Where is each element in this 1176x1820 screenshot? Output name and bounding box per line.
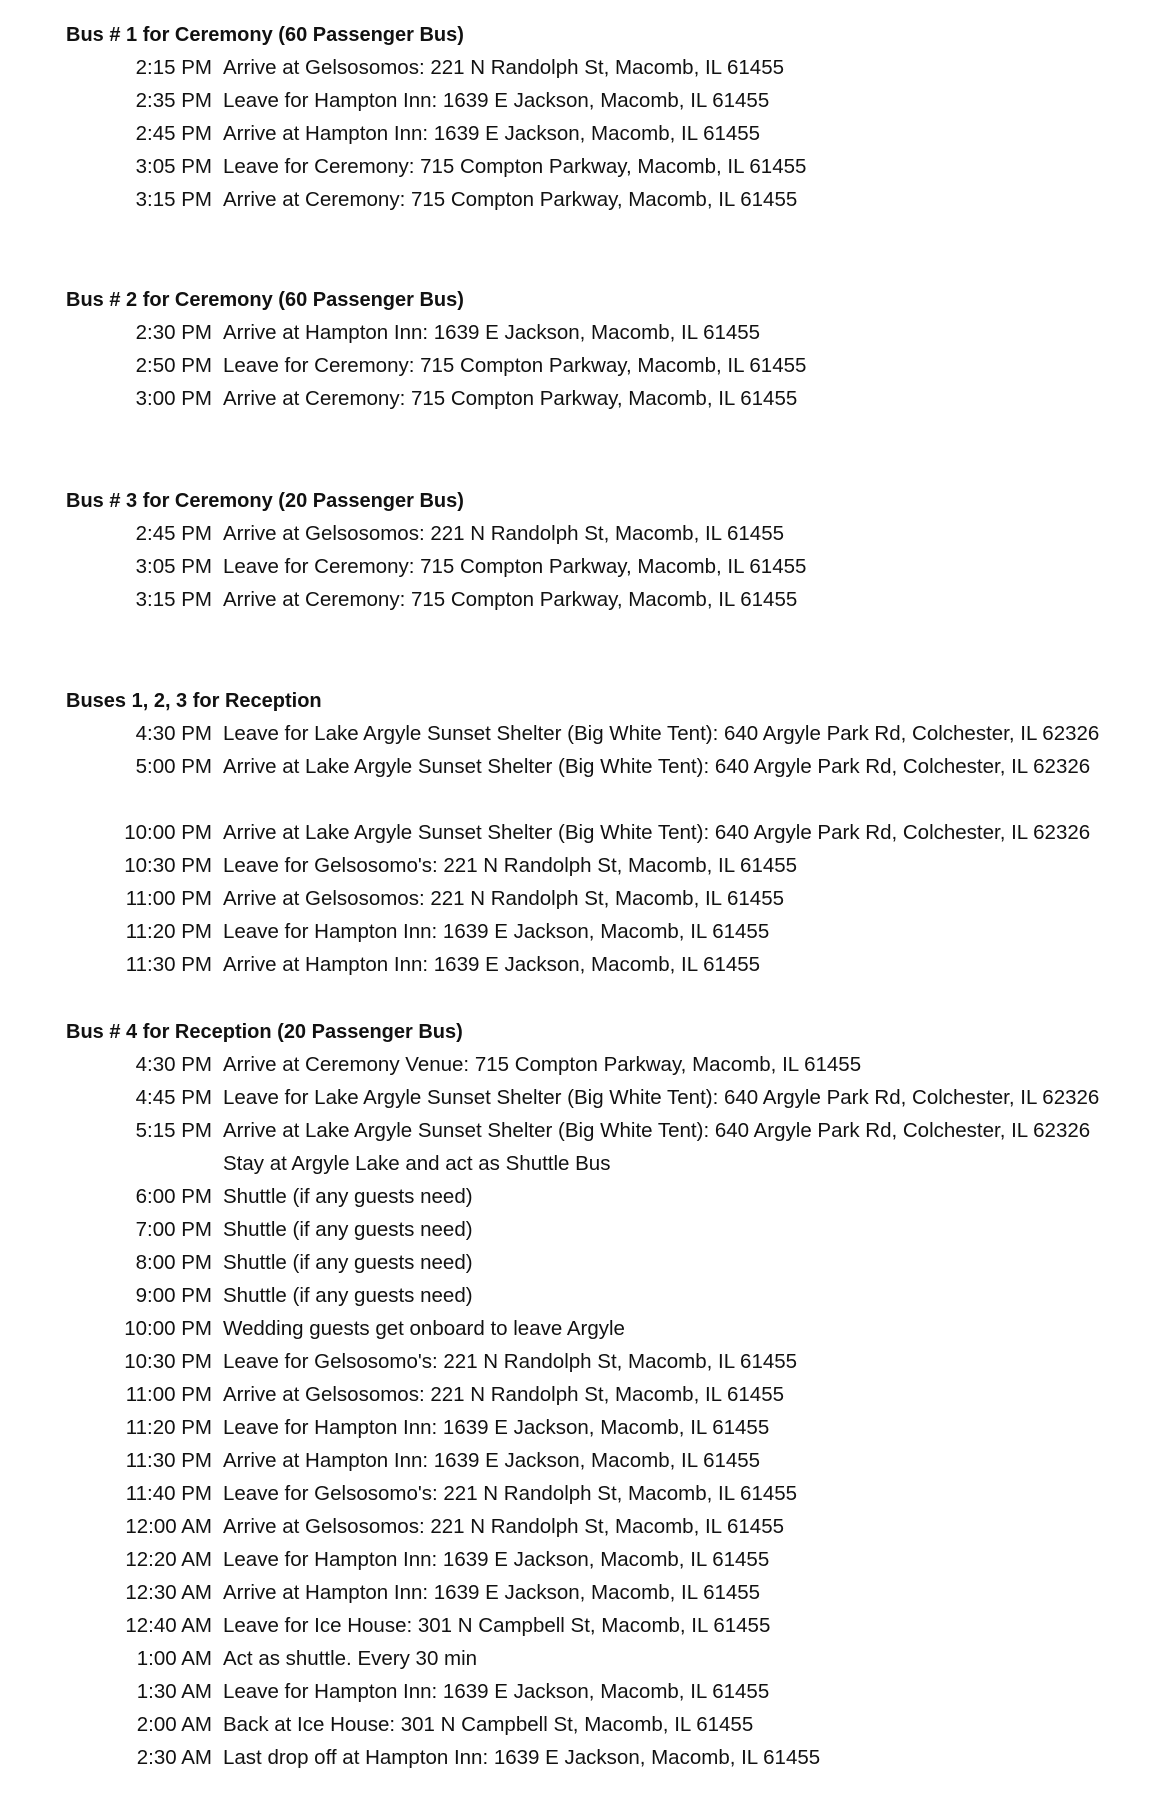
schedule-row — [0, 1746, 1176, 1779]
row-time: 6:00 PM — [135, 1185, 212, 1208]
schedule-row — [0, 1647, 1176, 1680]
row-text: Leave for Hampton Inn: 1639 E Jackson, Macomb, IL 61455 — [223, 920, 770, 943]
row-time: 2:45 PM — [135, 122, 212, 145]
row-time: 2:15 PM — [135, 56, 212, 79]
schedule-row — [0, 188, 1176, 221]
row-time: 2:35 PM — [135, 89, 212, 112]
row-text: Arrive at Hampton Inn: 1639 E Jackson, Macomb, IL 61455 — [223, 953, 761, 976]
schedule-row — [0, 1680, 1176, 1713]
row-text: Arrive at Hampton Inn: 1639 E Jackson, Macomb, IL 61455 — [223, 1449, 761, 1472]
row-time: 10:00 PM — [124, 1317, 212, 1340]
row-text: Arrive at Gelsosomos: 221 N Randolph St, Macomb, IL 61455 — [223, 56, 784, 79]
row-time: 12:00 AM — [125, 1515, 212, 1538]
row-time: 10:00 PM — [124, 821, 212, 844]
row-time: 11:40 PM — [125, 1482, 212, 1505]
schedule-row — [0, 1284, 1176, 1317]
row-text: Back at Ice House: 301 N Campbell St, Macomb, IL 61455 — [223, 1713, 754, 1736]
row-text: Leave for Hampton Inn: 1639 E Jackson, Macomb, IL 61455 — [223, 1416, 770, 1439]
row-text: Leave for Gelsosomo's: 221 N Randolph St, Macomb, IL 61455 — [223, 1350, 798, 1373]
schedule-row — [0, 354, 1176, 387]
row-time: 12:40 AM — [125, 1614, 212, 1637]
schedule-row — [0, 755, 1176, 788]
schedule-row — [0, 920, 1176, 953]
section-heading: Buses 1, 2, 3 for Reception — [66, 690, 322, 712]
schedule-row — [0, 1416, 1176, 1449]
schedule-row — [0, 387, 1176, 420]
schedule-row — [0, 89, 1176, 122]
schedule-row — [0, 953, 1176, 986]
row-time: 10:30 PM — [124, 1350, 212, 1373]
row-text: Act as shuttle. Every 30 min — [223, 1647, 478, 1670]
row-time: 4:30 PM — [135, 1053, 212, 1076]
row-text: Arrive at Gelsosomos: 221 N Randolph St, Macomb, IL 61455 — [223, 1383, 784, 1406]
row-text: Arrive at Hampton Inn: 1639 E Jackson, Macomb, IL 61455 — [223, 321, 761, 344]
schedule-row — [0, 522, 1176, 555]
row-time: 9:00 PM — [135, 1284, 212, 1307]
row-text: Arrive at Gelsosomos: 221 N Randolph St, Macomb, IL 61455 — [223, 522, 784, 545]
row-text: Shuttle (if any guests need) — [223, 1251, 473, 1274]
row-text: Leave for Hampton Inn: 1639 E Jackson, Macomb, IL 61455 — [223, 1548, 770, 1571]
schedule-row — [0, 588, 1176, 621]
row-text: Arrive at Ceremony: 715 Compton Parkway, Macomb, IL 61455 — [223, 188, 798, 211]
schedule-row — [0, 1449, 1176, 1482]
row-text: Leave for Hampton Inn: 1639 E Jackson, Macomb, IL 61455 — [223, 89, 770, 112]
row-text: Arrive at Hampton Inn: 1639 E Jackson, Macomb, IL 61455 — [223, 122, 761, 145]
row-time: 4:30 PM — [135, 722, 212, 745]
schedule-row — [0, 887, 1176, 920]
row-time: 1:00 AM — [136, 1647, 212, 1670]
schedule-row — [0, 1614, 1176, 1647]
schedule-row — [0, 1383, 1176, 1416]
schedule-row — [0, 56, 1176, 89]
section-heading: Bus # 3 for Ceremony (20 Passenger Bus) — [66, 490, 464, 512]
schedule-row — [0, 1053, 1176, 1086]
row-time: 11:30 PM — [125, 1449, 212, 1472]
row-time: 2:45 PM — [135, 522, 212, 545]
row-time: 2:30 AM — [136, 1746, 212, 1769]
row-time: 3:05 PM — [135, 555, 212, 578]
row-text: Arrive at Lake Argyle Sunset Shelter (Big White Tent): 640 Argyle Park Rd, Colchester, IL 62326 — [223, 1119, 1091, 1142]
row-text: Arrive at Gelsosomos: 221 N Randolph St, Macomb, IL 61455 — [223, 1515, 784, 1538]
schedule-row — [0, 854, 1176, 887]
row-text: Last drop off at Hampton Inn: 1639 E Jackson, Macomb, IL 61455 — [223, 1746, 821, 1769]
row-text: Leave for Lake Argyle Sunset Shelter (Big White Tent): 640 Argyle Park Rd, Colchester, IL 62326 — [223, 722, 1100, 745]
row-text: Arrive at Ceremony: 715 Compton Parkway, Macomb, IL 61455 — [223, 588, 798, 611]
row-time: 12:20 AM — [125, 1548, 212, 1571]
row-time: 11:00 PM — [125, 887, 212, 910]
row-text: Leave for Ice House: 301 N Campbell St, Macomb, IL 61455 — [223, 1614, 771, 1637]
row-time: 4:45 PM — [135, 1086, 212, 1109]
row-time: 2:50 PM — [135, 354, 212, 377]
schedule-row — [0, 1548, 1176, 1581]
row-text: Leave for Lake Argyle Sunset Shelter (Big White Tent): 640 Argyle Park Rd, Colchester, IL 62326 — [223, 1086, 1100, 1109]
row-text: Shuttle (if any guests need) — [223, 1284, 473, 1307]
row-time: 1:30 AM — [136, 1680, 212, 1703]
schedule-row — [0, 321, 1176, 354]
row-text: Stay at Argyle Lake and act as Shuttle Bus — [223, 1152, 611, 1175]
row-text: Leave for Gelsosomo's: 221 N Randolph St, Macomb, IL 61455 — [223, 1482, 798, 1505]
row-text: Arrive at Hampton Inn: 1639 E Jackson, Macomb, IL 61455 — [223, 1581, 761, 1604]
section-heading: Bus # 1 for Ceremony (60 Passenger Bus) — [66, 24, 464, 46]
schedule-row — [0, 1350, 1176, 1383]
row-text: Shuttle (if any guests need) — [223, 1185, 473, 1208]
row-time: 11:20 PM — [125, 1416, 212, 1439]
row-text: Arrive at Ceremony: 715 Compton Parkway, Macomb, IL 61455 — [223, 387, 798, 410]
schedule-row — [0, 1251, 1176, 1284]
schedule-row — [0, 821, 1176, 854]
row-time: 10:30 PM — [124, 854, 212, 877]
row-text: Leave for Hampton Inn: 1639 E Jackson, Macomb, IL 61455 — [223, 1680, 770, 1703]
row-time: 3:05 PM — [135, 155, 212, 178]
row-text: Leave for Ceremony: 715 Compton Parkway, Macomb, IL 61455 — [223, 354, 807, 377]
row-time: 5:00 PM — [135, 755, 212, 778]
row-text: Wedding guests get onboard to leave Argyle — [223, 1317, 625, 1340]
schedule-row — [0, 722, 1176, 755]
row-text: Arrive at Lake Argyle Sunset Shelter (Big White Tent): 640 Argyle Park Rd, Colchester, IL 62326 — [223, 755, 1091, 778]
schedule-row — [0, 1482, 1176, 1515]
row-time: 3:15 PM — [135, 588, 212, 611]
schedule-row — [0, 1119, 1176, 1152]
row-time: 12:30 AM — [125, 1581, 212, 1604]
row-time: 3:00 PM — [135, 387, 212, 410]
schedule-row — [0, 1317, 1176, 1350]
schedule-row — [0, 1218, 1176, 1251]
row-time: 11:20 PM — [125, 920, 212, 943]
schedule-row — [0, 1713, 1176, 1746]
row-text: Arrive at Gelsosomos: 221 N Randolph St, Macomb, IL 61455 — [223, 887, 784, 910]
section-heading: Bus # 2 for Ceremony (60 Passenger Bus) — [66, 289, 464, 311]
row-time: 2:00 AM — [136, 1713, 212, 1736]
schedule-row — [0, 122, 1176, 155]
row-time: 5:15 PM — [135, 1119, 212, 1142]
row-text: Shuttle (if any guests need) — [223, 1218, 473, 1241]
schedule-row — [0, 1515, 1176, 1548]
schedule-row — [0, 555, 1176, 588]
section-heading: Bus # 4 for Reception (20 Passenger Bus) — [66, 1021, 463, 1043]
schedule-row-spacer — [0, 788, 1176, 821]
row-time: 7:00 PM — [135, 1218, 212, 1241]
row-time: 3:15 PM — [135, 188, 212, 211]
schedule-row — [0, 1185, 1176, 1218]
row-time: 8:00 PM — [135, 1251, 212, 1274]
row-text: Leave for Ceremony: 715 Compton Parkway, Macomb, IL 61455 — [223, 555, 807, 578]
row-text: Leave for Gelsosomo's: 221 N Randolph St, Macomb, IL 61455 — [223, 854, 798, 877]
row-text: Leave for Ceremony: 715 Compton Parkway, Macomb, IL 61455 — [223, 155, 807, 178]
schedule-row — [0, 1581, 1176, 1614]
row-time: 2:30 PM — [135, 321, 212, 344]
row-time: 11:30 PM — [125, 953, 212, 976]
row-time: 11:00 PM — [125, 1383, 212, 1406]
schedule-row — [0, 155, 1176, 188]
row-text: Arrive at Lake Argyle Sunset Shelter (Big White Tent): 640 Argyle Park Rd, Colchester, IL 62326 — [223, 821, 1091, 844]
row-text: Arrive at Ceremony Venue: 715 Compton Parkway, Macomb, IL 61455 — [223, 1053, 862, 1076]
schedule-row — [0, 1086, 1176, 1119]
schedule-row — [0, 1152, 1176, 1185]
